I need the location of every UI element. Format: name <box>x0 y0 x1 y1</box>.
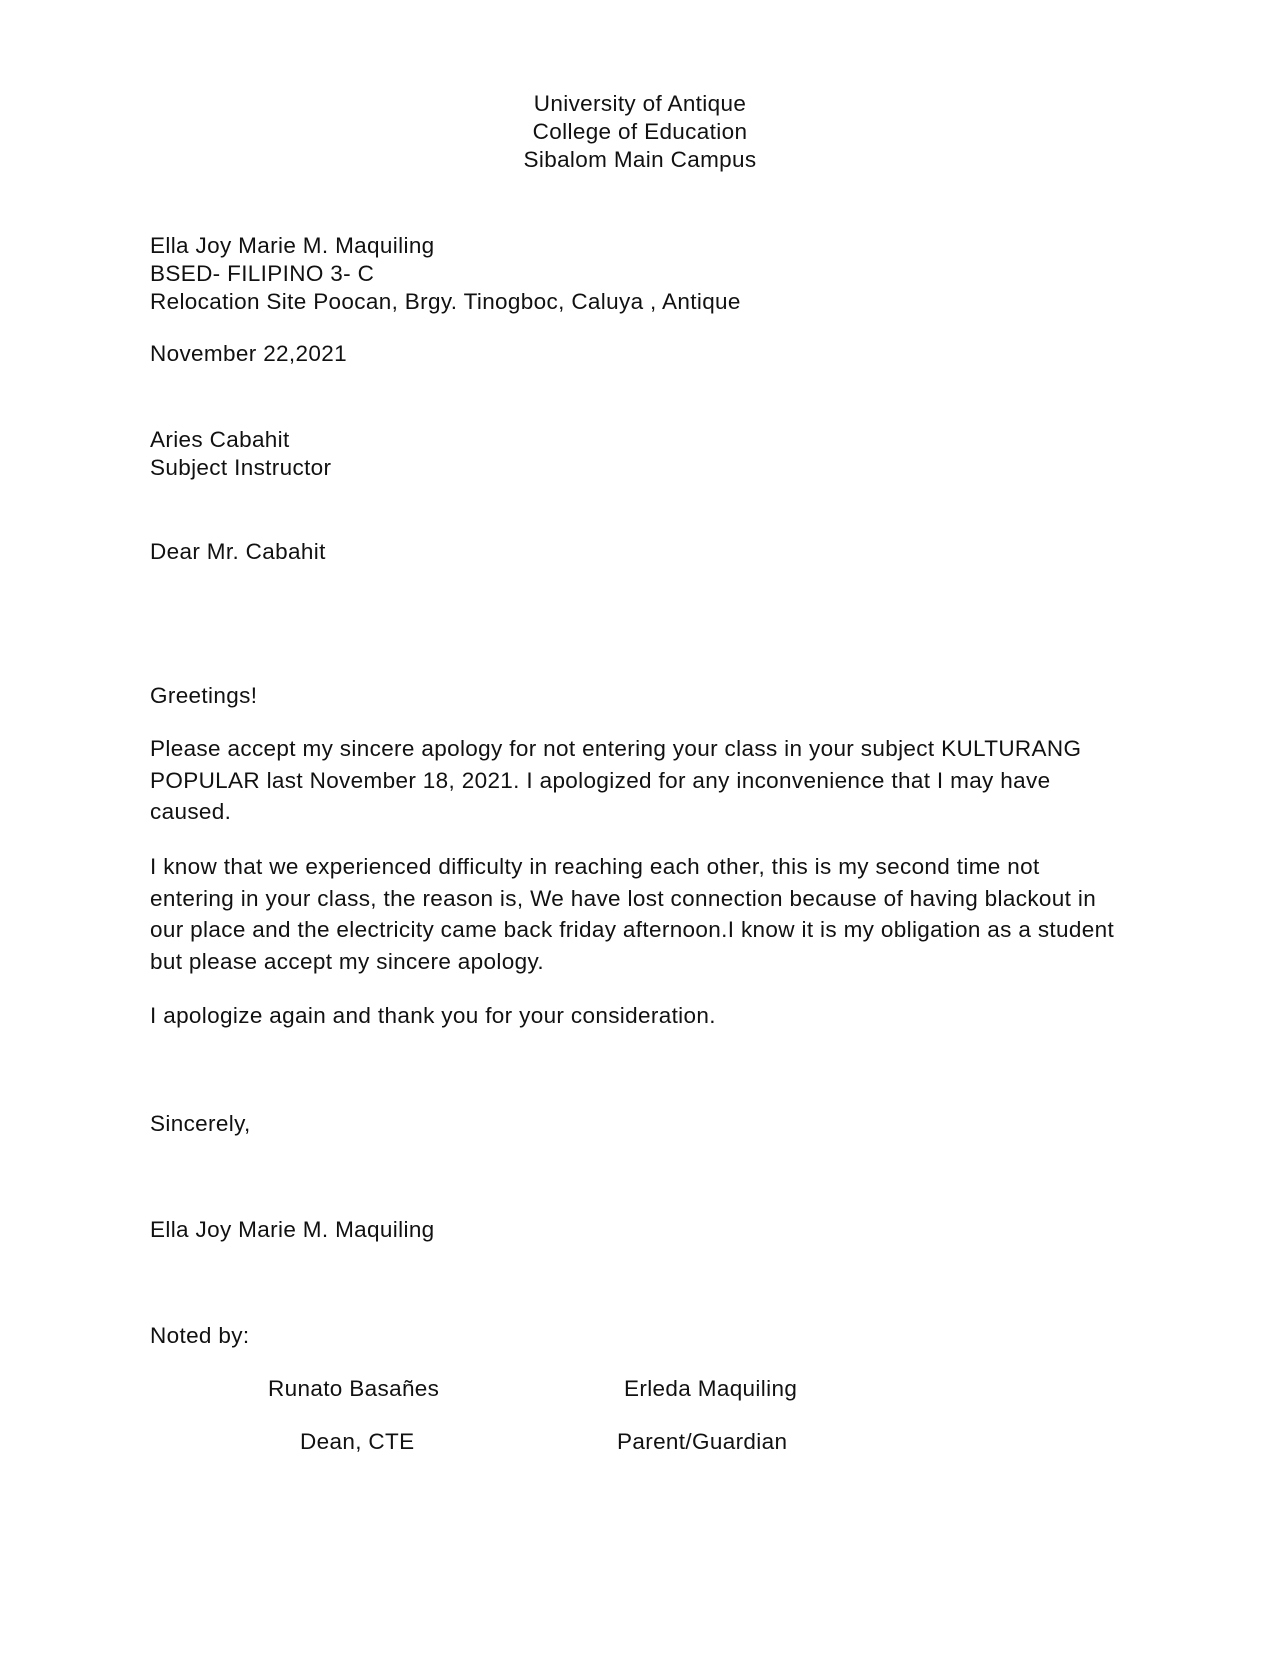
closing: Sincerely, <box>150 1111 251 1136</box>
date-block <box>150 340 347 368</box>
body-paragraph-2: I know that we experienced difficulty in reaching each other, this is my second time not entering in your class, the reason is, We have lost connection because of having blackout in our place and the electricity came back friday afternoon.I know it is my obligation as a student but please accept my sincere apology. <box>150 854 1115 974</box>
university-name: University of Antique <box>533 91 747 116</box>
signature-name: Ella Joy Marie M. Maquiling <box>150 1217 435 1242</box>
recipient-title: Subject Instructor <box>150 455 332 480</box>
greeting: Greetings! <box>150 683 258 708</box>
guardian-title: Parent/Guardian <box>617 1429 788 1454</box>
recipient-name: Aries Cabahit <box>150 427 290 452</box>
noted-by-block <box>150 1322 249 1350</box>
sender-block <box>150 232 741 316</box>
campus-name: Sibalom Main Campus <box>523 147 757 172</box>
sender-name: Ella Joy Marie M. Maquiling <box>150 233 435 258</box>
salutation-block <box>150 538 326 566</box>
noted-by-label: Noted by: <box>150 1323 250 1348</box>
sender-course: BSED- FILIPINO 3- C <box>150 261 375 286</box>
closing-block <box>150 1110 251 1138</box>
sender-address: Relocation Site Poocan, Brgy. Tinogboc, Caluya , Antique <box>150 289 741 314</box>
dean-name: Runato Basañes <box>268 1376 440 1401</box>
signature-block <box>150 1216 435 1244</box>
recipient-block <box>150 426 331 482</box>
dean-title: Dean, CTE <box>300 1429 415 1454</box>
letter-header <box>0 90 1280 174</box>
salutation: Dear Mr. Cabahit <box>150 539 326 564</box>
greeting-block <box>150 682 257 710</box>
body-paragraph-1: Please accept my sincere apology for not entering your class in your subject KULTURANG POPULAR last November 18, 2021. I apologized for any inconvenience that I may have caused. <box>150 736 1082 824</box>
college-name: College of Education <box>532 119 748 144</box>
guardian-name: Erleda Maquiling <box>624 1376 798 1401</box>
letter-date: November 22,2021 <box>150 341 347 366</box>
body-paragraph-3: I apologize again and thank you for your consideration. <box>150 1003 716 1028</box>
